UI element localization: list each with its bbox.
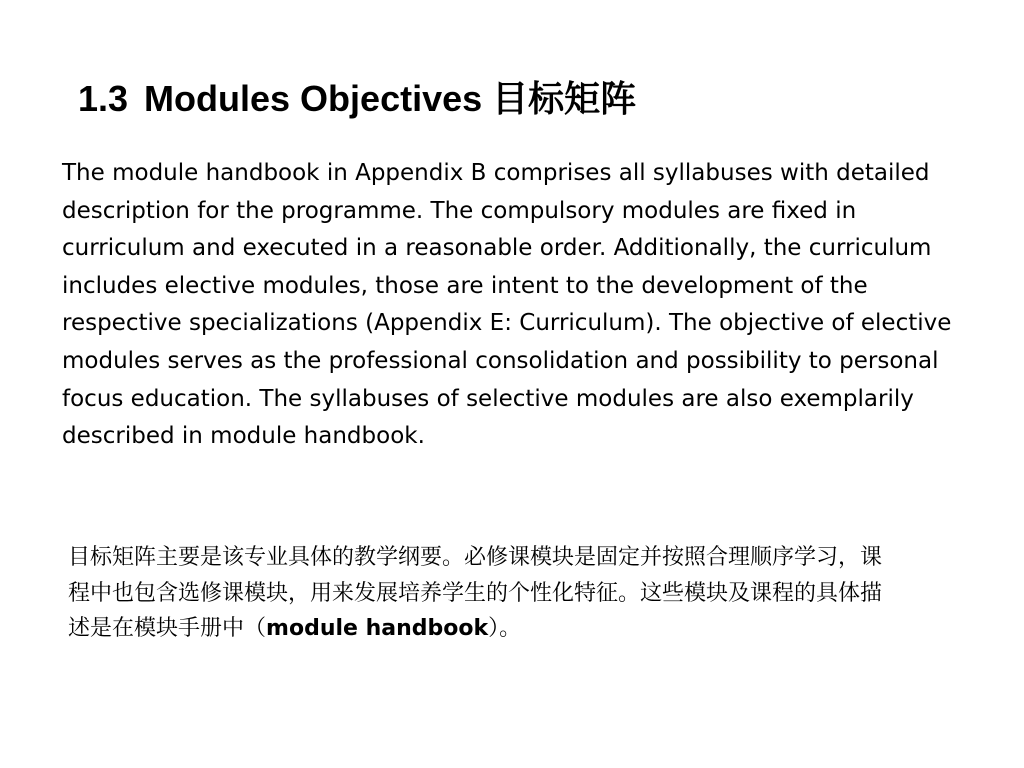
english-paragraph: The module handbook in Appendix B comprises all syllabuses with detailed description for the programme. The compulsory modules are fixed in curriculum and executed in a reasonable order. Additionally, the curriculum includes elective modules, those are intent to the development of the respective specializations (Appendix E: Curriculum). The objective of elective modules serves as the professional consolidation and possibility to personal focus education. The syllabuses of selective modules are also exemplarily described in module handbook. <box>62 160 952 450</box>
module-handbook-term: module handbook <box>266 616 489 641</box>
slide-title <box>78 72 636 126</box>
chinese-paragraph-close-paren: ）。 <box>488 616 522 641</box>
chinese-paragraph-main: 目标矩阵主要是该专业具体的教学纲要。必修课模块是固定并按照合理顺序学习，课程中也包含选修课模块，用来发展培养学生的个性化特征。这些模块及课程的具体描述是在模块手册中 <box>68 545 883 641</box>
section-number: 1.3 <box>78 78 129 119</box>
chinese-paragraph <box>68 540 883 647</box>
chinese-paragraph-open-paren: （ <box>244 616 267 641</box>
title-text: Modules Objectives 目标矩阵 <box>144 78 637 119</box>
